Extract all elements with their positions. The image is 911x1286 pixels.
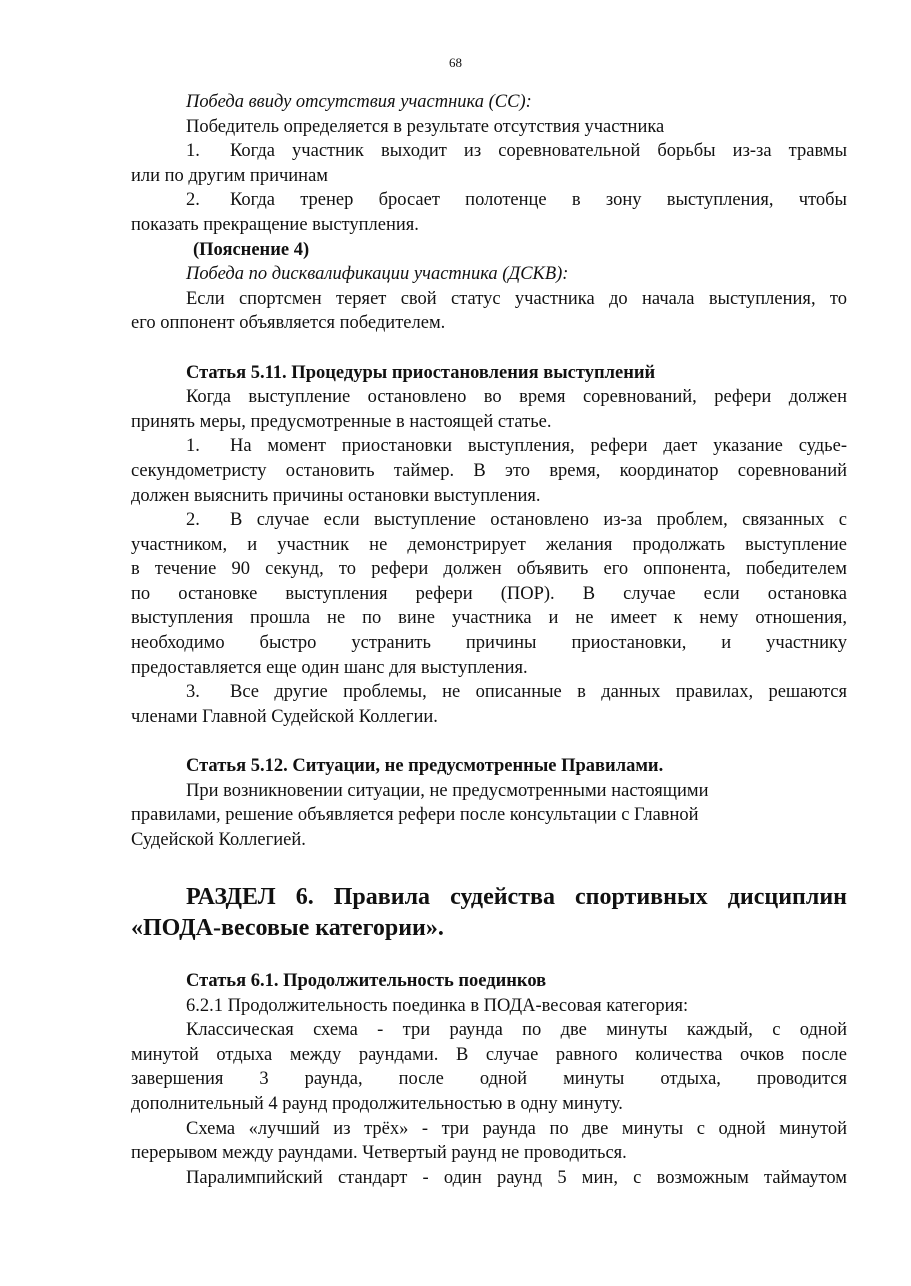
text-line: правилами, решение объявляется рефери после консультации с Главной — [131, 805, 699, 826]
list-number: 2. — [186, 190, 200, 211]
section-heading-line: РАЗДЕЛ 6. Правила судейства спортивных дисциплин — [186, 884, 847, 911]
text-line: в течение 90 секунд, то рефери должен объявить его оппонента, победителем — [131, 559, 847, 580]
text-line: необходимо быстро устранить причины приостановки, и участнику — [131, 633, 847, 654]
text-line: его оппонент объявляется победителем. — [131, 313, 446, 334]
list-number: 1. — [186, 436, 200, 457]
text-line: Все другие проблемы, не описанные в данных правилах, решаются — [230, 682, 847, 703]
text-line: Судейской Коллегией. — [131, 829, 306, 850]
list-number: 1. — [186, 141, 200, 162]
note-label: (Пояснение 4) — [193, 239, 310, 260]
text-line: В случае если выступление остановлено из-за проблем, связанных с — [230, 510, 847, 531]
page-number: 68 — [449, 55, 462, 70]
text-line: При возникновении ситуации, не предусмотренными настоящими — [186, 780, 709, 801]
text-line: Схема «лучший из трёх» - три раунда по две минуты с одной минутой — [186, 1118, 847, 1139]
text-line: по остановке выступления рефери (ПОР). В случае если остановка — [131, 583, 847, 604]
text-line: перерывом между раундами. Четвертый раунд не проводиться. — [131, 1143, 627, 1164]
text-line: членами Главной Судейской Коллегии. — [131, 706, 438, 727]
list-number: 3. — [186, 682, 200, 703]
text-line: предоставляется еще один шанс для выступления. — [131, 657, 528, 678]
text-line: участником, и участник не демонстрирует желания продолжать выступление — [131, 534, 847, 555]
text-line: завершения 3 раунда, после одной минуты отдыха, проводится — [131, 1069, 847, 1090]
text-line: дополнительный 4 раунд продолжительностью в одну минуту. — [131, 1093, 623, 1114]
text-line: Классическая схема - три раунда по две минуты каждый, с одной — [186, 1020, 847, 1041]
list-item-2 — [131, 188, 847, 213]
section-heading-6 — [131, 882, 847, 944]
text-line: принять меры, предусмотренные в настоящей статье. — [131, 411, 552, 432]
text-line: должен выяснить причины остановки выступления. — [131, 485, 541, 506]
text-line: Если спортсмен теряет свой статус участника до начала выступления, то — [186, 288, 847, 309]
text-line: Когда выступление остановлено во время соревнований, рефери должен — [186, 387, 847, 408]
text-line: выступления прошла не по вине участника и не имеет к нему отношения, — [131, 608, 847, 629]
text-line: Паралимпийский стандарт - один раунд 5 мин, с возможным таймаутом — [186, 1167, 847, 1188]
text-line: Победитель определяется в результате отсутствия участника — [186, 116, 665, 137]
article-heading-6-1: Статья 6.1. Продолжительность поединков — [186, 971, 547, 991]
subheading-disqualification: Победа по дисквалификации участника (ДСКВ): — [186, 264, 569, 285]
text-line: показать прекращение выступления. — [131, 214, 419, 235]
list-item-1 — [131, 434, 847, 459]
list-item-1 — [131, 139, 847, 164]
page-body — [131, 90, 847, 1190]
text-line: На момент приостановки выступления, рефери дает указание судье- — [230, 436, 847, 457]
article-heading-5-11: Статья 5.11. Процедуры приостановления выступлений — [186, 362, 656, 383]
section-heading-line: «ПОДА-весовые категории». — [131, 915, 444, 942]
list-number: 2. — [186, 510, 200, 531]
list-item-3 — [131, 680, 847, 705]
text-line: минутой отдыха между раундами. В случае равного количества очков после — [131, 1044, 847, 1065]
text-line: Когда участник выходит из соревновательной борьбы из-за травмы — [230, 141, 847, 162]
text-line: или по другим причинам — [131, 165, 328, 186]
text-line: 6.2.1 Продолжительность поединка в ПОДА-весовая категория: — [186, 995, 689, 1016]
text-line: секундометристу остановить таймер. В это время, координатор соревнований — [131, 460, 847, 481]
article-heading-5-12: Статья 5.12. Ситуации, не предусмотренные Правилами. — [186, 756, 664, 777]
subheading-absence: Победа ввиду отсутствия участника (СС): — [186, 92, 532, 112]
text-line: Когда тренер бросает полотенце в зону выступления, чтобы — [230, 190, 847, 211]
list-item-2 — [131, 508, 847, 533]
